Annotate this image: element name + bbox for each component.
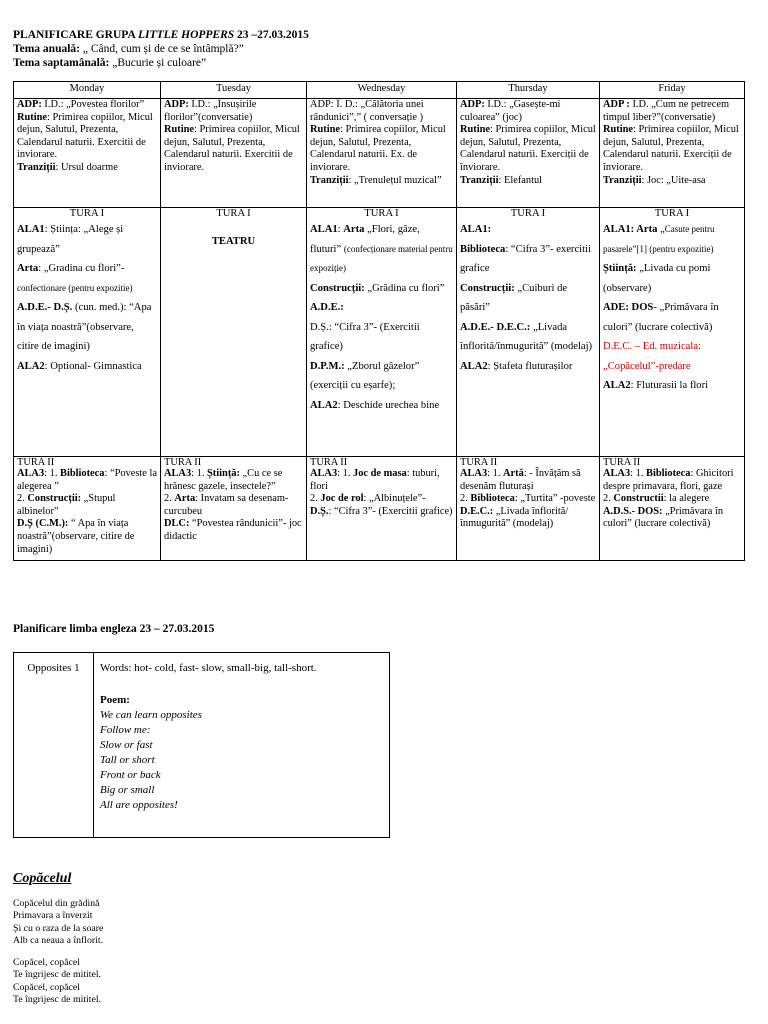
poem-line: Big or small <box>100 784 155 796</box>
song-line: Te îngrijesc de mititel. <box>13 994 102 1006</box>
poem-line: Tall or short <box>100 754 155 766</box>
adp-tuesday: ADP: Î.D.: „Însușirile florilor”(conversatie) Rutine: Primirea copiilor, Micul dejun, Salutul, Prezenta, Calendarul naturii. Exercitii de inviorare. <box>161 99 307 208</box>
song-line: Și cu o raza de la soare <box>13 922 104 934</box>
poem-label: Poem: <box>100 694 130 706</box>
english-content <box>94 653 390 838</box>
poem-line: Follow me: <box>100 724 151 736</box>
english-plan-table <box>13 652 390 838</box>
tura-i-friday: TURA I ALA1: Arta „Casute pentru pasarele”[1] (pentru expozitie) Știință: „Livada cu pomi (observare) ADE: DOS- „Primăvara în culori” (lucrare colectivă) D.E.C. – Ed. muzicala: „Copăcelul”-predare ALA2: Fluturasii la flori <box>600 208 745 457</box>
day-monday: Monday <box>14 82 161 99</box>
dec-red-text: D.E.C. – Ed. muzicala: „Copăcelul”-predare <box>603 341 701 372</box>
tura-ii-row <box>14 457 745 561</box>
day-header-row <box>14 82 745 99</box>
song-line: Copăcel, copăcel <box>13 957 80 969</box>
day-tuesday: Tuesday <box>161 82 307 99</box>
plan-title: PLANIFICARE GRUPA LITTLE HOPPERS 23 –27.03.2015 <box>13 29 309 41</box>
tura-i-row <box>14 208 745 457</box>
day-wednesday: Wednesday <box>307 82 457 99</box>
song-line: Te îngrijesc de mititel. <box>13 969 102 981</box>
tura-i-monday: TURA I ALA1: Știința: „Alege și grupează” Arta: „Gradina cu flori”- confectionare (pentru expozitie) A.D.E.- D.Ș. (cun. med.): “Apa în viața noastră”(observare, citire de imagini) ALA2: Optional- Gimnastica <box>14 208 161 457</box>
adp-thursday: ADP: Î.D.: „Gasește-mi culoarea” (joc) Rutine: Primirea copiilor, Micul dejun, Salutul, Prezenta, Calendarul naturii. Exerciții de înviorare. Tranziții: Elefantul <box>457 99 600 208</box>
song-title: Copăcelul <box>13 871 72 886</box>
english-topic: Opposites 1 <box>14 653 94 838</box>
tura-ii-wednesday: TURA II ALA3: 1. Joc de masa: tuburi, flori 2. Joc de rol: „Albinuțele”- D.Ș.: “Cifra 3”- (Exercitii grafice) <box>307 457 457 561</box>
tura-ii-thursday: TURA II ALA3: 1. Artă: - Învățăm să desenăm fluturași 2. Biblioteca: „Turtita” -poveste D.E.C.: „Livada înflorită/înmugurită” (modelaj) <box>457 457 600 561</box>
day-friday: Friday <box>600 82 745 99</box>
tura-i-wednesday: TURA I ALA1: Arta „Flori, gâze, fluturi” (confecționare material pentru expoziție) Construcții: „Grădina cu flori” A.D.E.: D.Ș.: “Cifra 3”- (Exercitii grafice) D.P.M.: „Zborul gâzelor” (exerciții cu eșarfe); ALA2: Deschide urechea bine <box>307 208 457 457</box>
annual-theme: Tema anuală: „ Când, cum și de ce se întâmplă?” <box>13 43 244 55</box>
adp-wednesday: ADP: Î. D.: „Călătoria unei rândunici”,” ( conversație ) Rutine: Primirea copiilor, Micul dejun, Salutul, Prezenta, Calendarul naturii. Ex. de inviorare. Tranziții: „Trenulețul muzical” <box>307 99 457 208</box>
song-line: Copăcelul din grădină <box>13 898 100 909</box>
adp-monday: ADP: Î.D.: „Povestea florilor” Rutine: Primirea copiilor, Micul dejun, Salutul, Prezenta, Calendarul naturii. Exercitii de inviorare. Tranziții: Ursul doarme <box>14 99 161 208</box>
adp-row <box>14 99 745 208</box>
tura-ii-tuesday: TURA II ALA3: 1. Știință: „Cu ce se hrănesc gazele, insectele?” 2. Arta: Invatam sa desenam- curcubeu DLC: “Povestea rândunicii”- joc didactic <box>161 457 307 561</box>
song-line: Copăcel, copăcel <box>13 981 80 993</box>
poem-line: We can learn opposites <box>100 709 202 721</box>
tura-ii-friday: TURA II ALA3: 1. Biblioteca: Ghicitori despre primavara, flori, gaze 2. Constructii: la alegere A.D.S.- DOS: „Primăvara în culori” (lucrare colectivă) <box>600 457 745 561</box>
weekly-plan-table <box>13 81 745 561</box>
weekly-theme: Tema saptamânală: „Bucurie și culoare” <box>13 57 207 69</box>
poem-line: All are opposites! <box>100 799 178 811</box>
english-plan-title: Planificare limba engleza 23 – 27.03.2015 <box>13 623 215 635</box>
song-line: Primavara a înverzit <box>13 910 93 922</box>
poem-line: Front or back <box>100 769 161 781</box>
day-thursday: Thursday <box>457 82 600 99</box>
tura-i-tuesday: TURA I TEATRU <box>161 208 307 457</box>
english-words: Words: hot- cold, fast- slow, small-big, tall-short. <box>100 662 317 674</box>
tura-i-thursday: TURA I ALA1: Biblioteca: “Cifra 3”- exercitii grafice Construcții: „Cuiburi de păsări” A.D.E.- D.E.C.: „Livada înflorită/înmugurită” (modelaj) ALA2: Ștafeta fluturașilor <box>457 208 600 457</box>
tura-ii-monday: TURA II ALA3: 1. Biblioteca: “Poveste la alegerea ” 2. Construcții: „Stupul albinelor” D.Ș (C.M.): “ Apa în viața noastră”(observare, citire de imagini) <box>14 457 161 561</box>
song-line: Alb ca neaua a înflorit. <box>13 934 104 946</box>
adp-friday: ADP : Î.D. „Cum ne petrecem timpul liber?”(conversatie) Rutine: Primirea copiilor, Micul dejun, Salutul, Prezenta, Calendarul naturii. Exerciții de înviorare. Tranziții: Joc: „Uite-asa <box>600 99 745 208</box>
song-lyrics <box>13 898 103 1006</box>
teatru-label: TEATRU <box>211 236 256 247</box>
poem-line: Slow or fast <box>100 739 153 751</box>
